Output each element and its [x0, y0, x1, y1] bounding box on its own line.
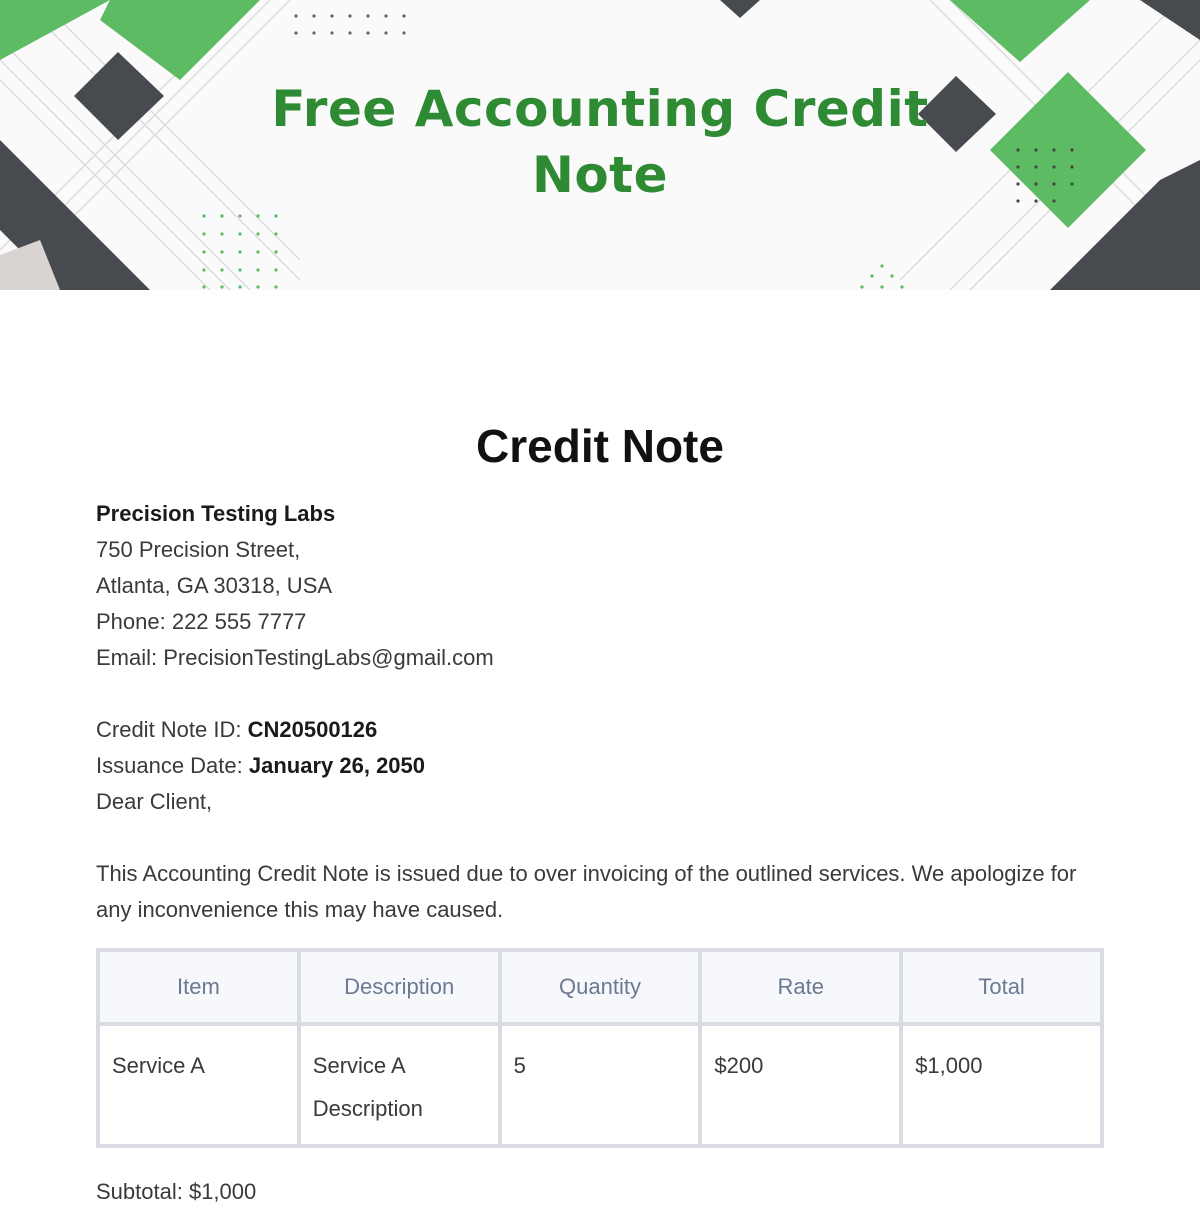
- banner-title: Free Accounting Credit Note: [271, 80, 929, 204]
- address-line-1: 750 Precision Street,: [96, 537, 301, 562]
- items-table: [96, 948, 1104, 1148]
- cell-description: Service A Description: [299, 1024, 500, 1146]
- credit-note-id-line: [96, 712, 1104, 748]
- dot-triangle-green: [860, 264, 903, 288]
- email-line: Email: PrecisionTestingLabs@gmail.com: [96, 645, 494, 670]
- header-banner: [0, 0, 1200, 290]
- green-triangle-shape: [0, 0, 110, 60]
- issuance-date-line: [96, 748, 1104, 784]
- dot-grid-top: [294, 14, 405, 34]
- issuance-date-value: January 26, 2050: [248, 753, 426, 778]
- document-title: Credit Note: [476, 420, 724, 472]
- address-line-2: Atlanta, GA 30318, USA: [96, 573, 333, 598]
- header-total: Total: [901, 950, 1102, 1024]
- dark-small-diamond: [720, 0, 760, 18]
- body-paragraph: This Accounting Credit Note is issued due to over invoicing of the outlined services. We apologize for any inconvenience this may have caused.: [96, 861, 1077, 922]
- cell-rate: $200: [700, 1024, 901, 1146]
- spacer: [96, 676, 1104, 712]
- company-name: Precision Testing Labs: [96, 501, 336, 526]
- spacer: [96, 820, 1104, 856]
- document-body: [96, 496, 1104, 1210]
- header-quantity: Quantity: [500, 950, 701, 1024]
- dark-corner-shape: [1140, 0, 1200, 40]
- cell-item: Service A: [98, 1024, 299, 1146]
- header-rate: Rate: [700, 950, 901, 1024]
- table-header-row: [98, 950, 1102, 1024]
- subtotal: Subtotal: $1,000: [96, 1179, 257, 1204]
- issuance-date-label: Issuance Date:: [96, 753, 249, 778]
- credit-note-id-value: CN20500126: [247, 717, 378, 742]
- green-top-shape: [950, 0, 1090, 62]
- credit-note-id-label: Credit Note ID:: [96, 717, 248, 742]
- table-row: [98, 1024, 1102, 1146]
- header-item: Item: [98, 950, 299, 1024]
- cell-total: $1,000: [901, 1024, 1102, 1146]
- header-description: Description: [299, 950, 500, 1024]
- salutation: Dear Client,: [96, 789, 213, 814]
- cell-quantity: 5: [500, 1024, 701, 1146]
- phone-line: Phone: 222 555 7777: [96, 609, 307, 634]
- green-diamond-right: [990, 72, 1146, 228]
